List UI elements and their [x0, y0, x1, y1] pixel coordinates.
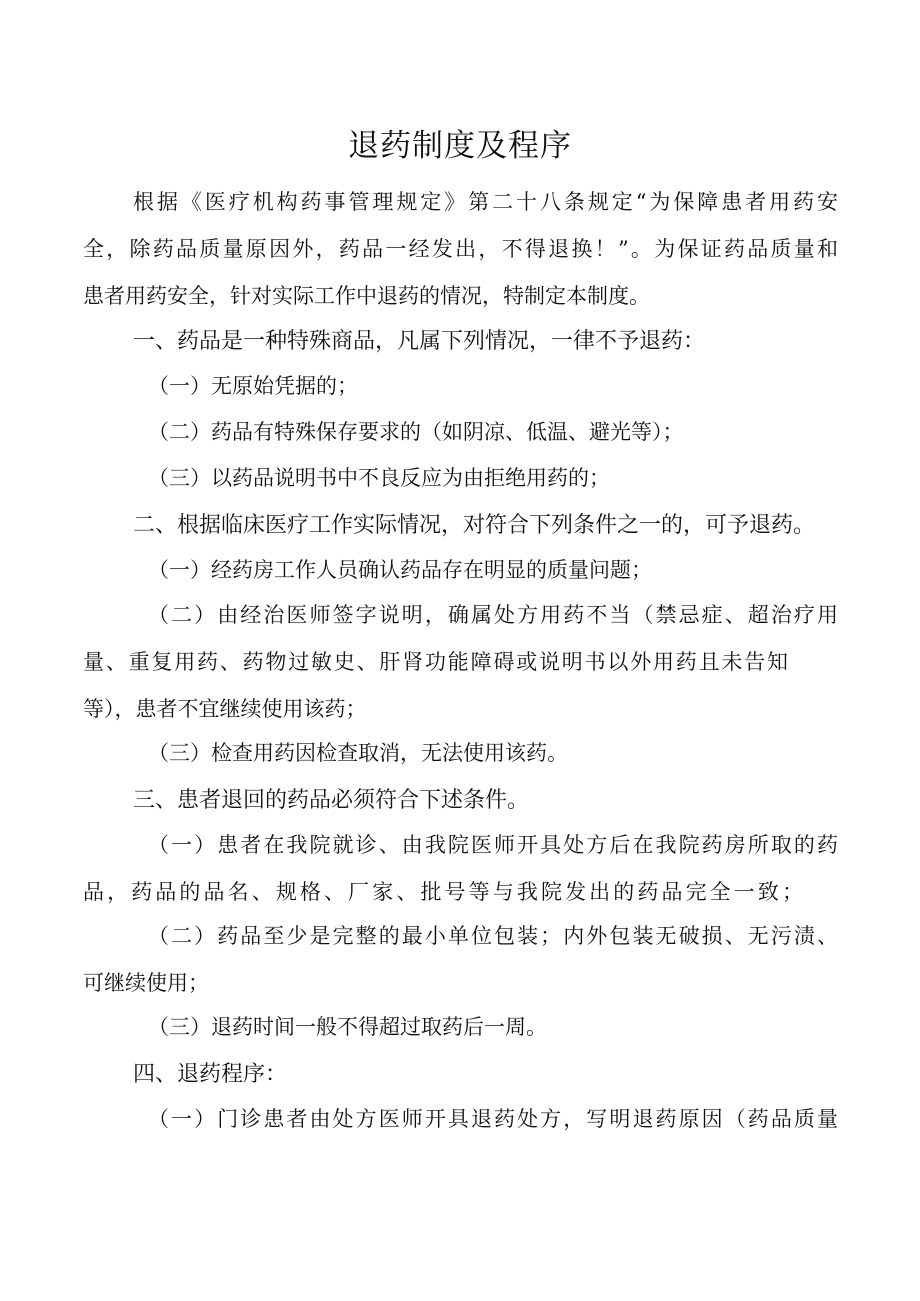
intro-paragraph	[83, 179, 838, 320]
section-2-item-2-line-2: 量、重复用药、药物过敏史、肝肾功能障碍或说明书以外用药且未告知	[83, 650, 788, 674]
section-3-item-1	[83, 822, 838, 916]
section-2-item-2-line-3: 等），患者不宜继续使用该药；	[83, 697, 367, 721]
intro-line-3: 患者用药安全，针对实际工作中退药的情况，特制定本制度。	[83, 284, 650, 308]
section-3-item-2-line-2: 可继续使用；	[83, 971, 209, 995]
intro-line-1: 根据《医疗机构药事管理规定》第二十八条规定“为保障患者用药安	[133, 190, 838, 214]
section-1-heading: 一、药品是一种特殊商品，凡属下列情况，一律不予退药：	[133, 329, 706, 354]
section-2-item-2	[83, 592, 838, 733]
section-1-item-3: （三）以药品说明书中不良反应为由拒绝用药的；	[148, 466, 610, 490]
section-4-heading: 四、退药程序：	[133, 1062, 288, 1087]
section-3-heading: 三、患者退回的药品必须符合下述条件。	[133, 788, 530, 813]
intro-line-2: 全，除药品质量原因外，药品一经发出，不得退换！”。为保证药品质量和	[83, 237, 838, 261]
section-2-item-2-line-1: （二）由经治医师签字说明，确属处方用药不当（禁忌症、超治疗用	[148, 603, 838, 627]
section-1-item-2: （二）药品有特殊保存要求的（如阴凉、低温、避光等）；	[148, 420, 684, 444]
document-title: 退药制度及程序	[348, 128, 572, 164]
section-4-item-1	[148, 1096, 838, 1143]
section-1-item-1: （一）无原始凭据的；	[148, 374, 358, 398]
section-2-heading: 二、根据临床医疗工作实际情况，对符合下列条件之一的，可予退药。	[133, 513, 816, 538]
section-2-item-3: （三）检查用药因检查取消，无法使用该药。	[148, 741, 568, 765]
section-3-item-2-line-1: （二）药品至少是完整的最小单位包装；内外包装无破损、无污渍、	[148, 924, 838, 948]
section-3-item-1-line-2: 品，药品的品名、规格、厂家、批号等与我院发出的药品完全一致；	[83, 880, 803, 904]
section-3-item-3: （三）退药时间一般不得超过取药后一周。	[148, 1015, 547, 1039]
section-3-item-1-line-1: （一）患者在我院就诊、由我院医师开具处方后在我院药房所取的药	[148, 833, 838, 857]
section-2-item-1: （一）经药房工作人员确认药品存在明显的质量问题；	[148, 558, 652, 582]
section-3-item-2	[83, 913, 838, 1007]
section-4-item-1-line-1: （一）门诊患者由处方医师开具退药处方，写明退药原因（药品质量	[148, 1107, 838, 1131]
